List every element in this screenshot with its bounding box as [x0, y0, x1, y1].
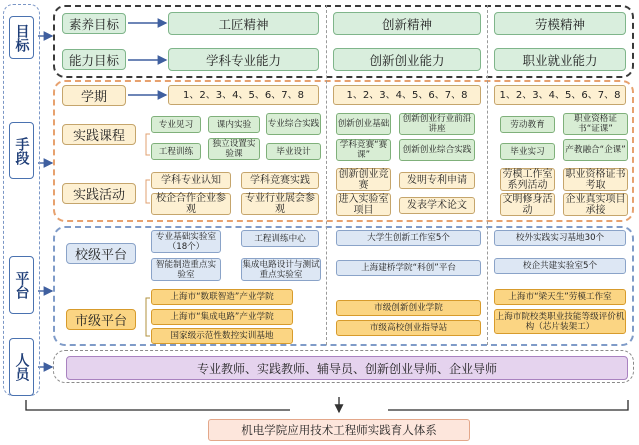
semester-value: 1、2、3、4、5、6、7、8: [494, 85, 626, 105]
city-platform-item: 国家级示范性数控实训基地: [151, 328, 293, 344]
school-platform-item: 集成电路设计与测试重点实验室: [242, 259, 320, 280]
goal-item: 学科专业能力: [168, 48, 319, 71]
goal-item: 创新创业能力: [333, 48, 481, 71]
activity-item: 发表学术论文: [399, 197, 475, 214]
school-platform-label: 校级平台: [66, 243, 136, 264]
goal-item: 劳模精神: [494, 12, 626, 35]
course-item: 劳动教育: [500, 116, 555, 133]
goal-label-literacy: 素养目标: [62, 13, 126, 34]
course-item: 毕业实习: [500, 143, 555, 160]
activity-label: 实践活动: [62, 183, 136, 204]
course-item: 产教融合“企课”: [563, 139, 628, 161]
activity-item: 发明专利申请: [399, 172, 475, 189]
city-platform-item: 市级高校创业指导站: [336, 320, 481, 336]
goal-item: 职业就业能力: [494, 48, 626, 71]
course-item: 毕业设计: [266, 143, 321, 160]
semester-value: 1、2、3、4、5、6、7、8: [333, 85, 481, 105]
course-item: 独立设置实验课: [208, 138, 260, 160]
column-divider: [487, 5, 488, 345]
activity-item: 企业真实项目承接: [563, 193, 628, 216]
course-item: 专业见习: [151, 116, 201, 133]
goal-label-ability: 能力目标: [62, 49, 126, 70]
goal-item: 工匠精神: [168, 12, 319, 35]
course-item: 职业资格证书“证课”: [563, 113, 628, 135]
activity-item: 校企合作企业参观: [151, 193, 231, 215]
activity-item: 学科竞赛实践: [241, 172, 319, 189]
activity-item: 专业行业展会参观: [241, 193, 319, 215]
activity-item: 创新创业竞赛: [336, 168, 391, 191]
side-label-people: 人员: [9, 338, 34, 396]
system-title: 机电学院应用技术工程师实践育人体系: [208, 419, 470, 441]
people-bar: 专业教师、实践教师、辅导员、创新创业导师、企业导师: [66, 356, 628, 380]
side-label-platform: 平台: [9, 256, 34, 314]
school-platform-item: 工程训练中心: [241, 230, 319, 247]
column-divider: [326, 5, 327, 345]
school-platform-item: 校企共建实验室5个: [494, 258, 626, 274]
school-platform-item: 上海建桥学院“科创”平台: [336, 260, 481, 276]
city-platform-item: 上海市“数联智造”产业学院: [151, 289, 293, 305]
course-item: 专业综合实践: [266, 113, 321, 135]
city-platform-item: 上海市“集成电路”产业学院: [151, 309, 293, 325]
course-item: 学科竞赛“赛课”: [336, 139, 391, 161]
side-label-means: 手段: [9, 122, 34, 179]
activity-item: 学科专业认知: [151, 172, 231, 189]
activity-item: 文明修身活动: [500, 193, 555, 216]
activity-item: 进入实验室项目: [336, 193, 391, 216]
semester-value: 1、2、3、4、5、6、7、8: [168, 85, 319, 105]
semester-label: 学期: [62, 85, 126, 106]
city-platform-item: 市级创新创业学院: [336, 300, 481, 316]
course-item: 创新创业行业前沿讲座: [399, 113, 475, 135]
school-platform-item: 校外实践实习基地30个: [494, 230, 626, 246]
course-item: 创新创业综合实践: [399, 139, 475, 161]
city-platform-item: 上海市院校类职业技能等级评价机构（芯片装架工）: [494, 309, 626, 334]
activity-item: 劳模工作室系列活动: [500, 168, 555, 191]
course-label: 实践课程: [62, 124, 136, 145]
school-platform-item: 智能制造重点实验室: [151, 258, 221, 281]
city-platform-item: 上海市“梁天生”劳模工作室: [494, 289, 626, 305]
school-platform-item: 大学生创新工作室5个: [336, 230, 481, 246]
course-item: 课内实验: [208, 116, 260, 133]
school-platform-item: 专业基础实验室（18个）: [151, 230, 221, 253]
activity-item: 职业资格证书考取: [563, 168, 628, 191]
side-label-goal: 目标: [9, 16, 34, 59]
goal-item: 创新精神: [333, 12, 481, 35]
course-item: 工程训练: [151, 143, 201, 160]
course-item: 创新创业基础: [336, 113, 391, 135]
city-platform-label: 市级平台: [66, 309, 136, 330]
